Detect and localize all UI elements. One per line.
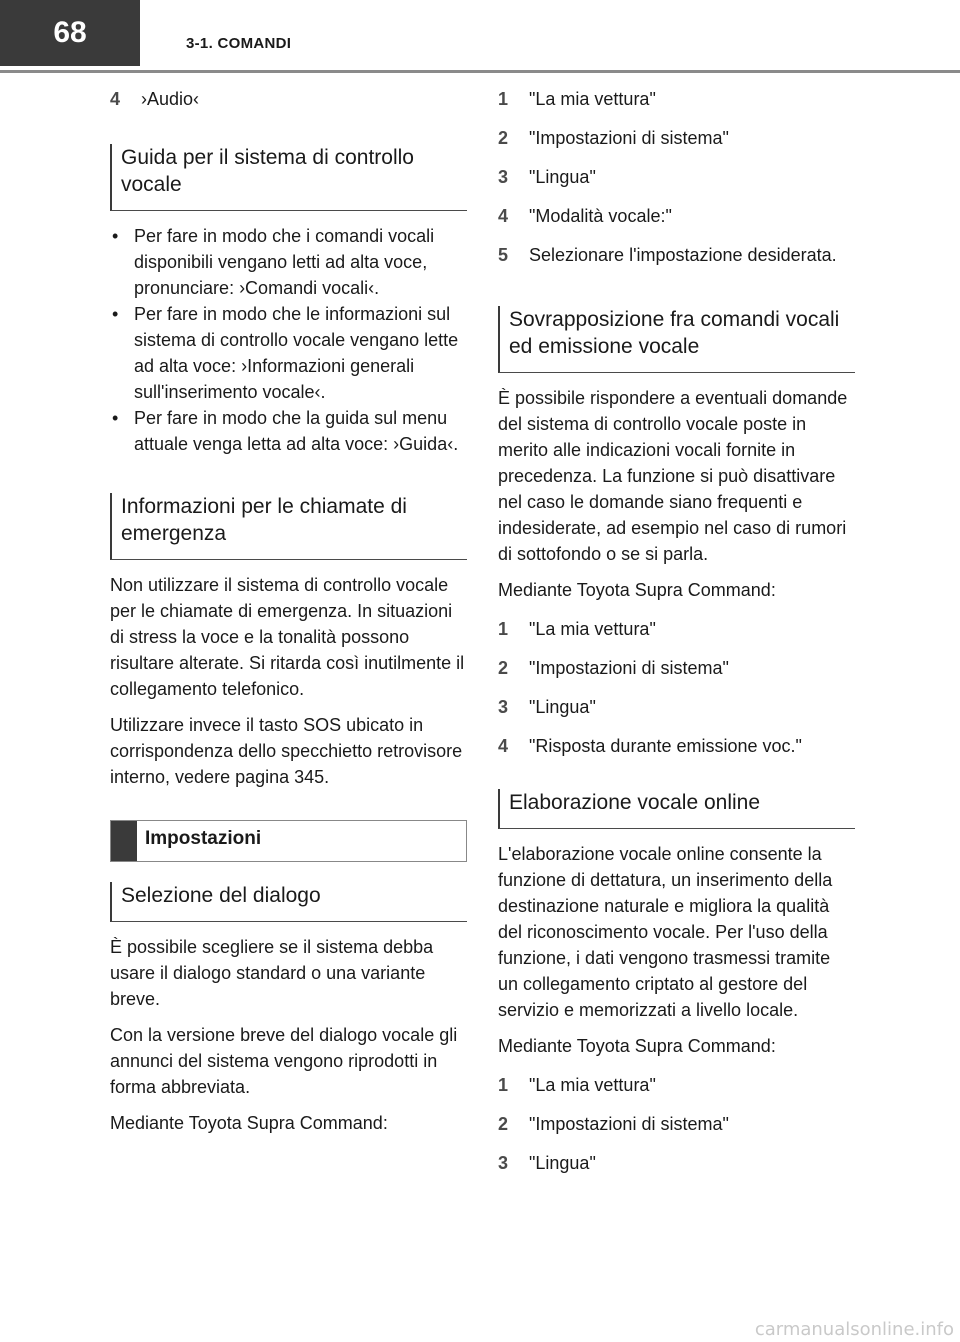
paragraph: L'elaborazione vocale online consente la funzione di dettatura, un inserimento della destinazione naturale e migliora la qualità del riconoscimento vocale. Per l'uso della funzione, i dati vengono trasmessi tramite un collegamento criptato al gestore del servizio e memorizzati a livello locale. xyxy=(498,844,833,1020)
step-number: 4 xyxy=(498,736,509,756)
step-item xyxy=(498,242,855,272)
step-text: "Risposta durante emissione voc." xyxy=(529,736,802,756)
step-number: 1 xyxy=(498,89,509,109)
step-item xyxy=(110,86,467,112)
section-title: 3-1. COMANDI xyxy=(186,35,292,52)
step-item xyxy=(498,1072,855,1098)
step-number: 4 xyxy=(110,89,121,109)
step-item xyxy=(498,733,855,759)
paragraph: Mediante Toyota Supra Command: xyxy=(110,1113,388,1133)
bullet-text: Per fare in modo che le informazioni sul sistema di controllo vocale vengano lette ad alta voce: ›Informazioni generali sull'inserimento vocale‹. xyxy=(134,304,459,402)
step-item xyxy=(498,655,855,681)
paragraph: Mediante Toyota Supra Command: xyxy=(498,1036,776,1056)
step-text: Selezionare l'impostazione desiderata. xyxy=(529,245,837,265)
step-text: "Lingua" xyxy=(529,1153,596,1173)
heading-emergency-info: Informazioni per le chiamate di emergenza xyxy=(110,493,467,560)
step-item xyxy=(498,125,855,151)
bullet-item xyxy=(110,405,467,457)
left-column xyxy=(110,80,467,1146)
step-number: 5 xyxy=(498,245,509,265)
paragraph: Non utilizzare il sistema di controllo vocale per le chiamate di emergenza. In situazioni di stress la voce e la tonalità possono risultare alterate. Si ritarda così inutilmente il collegamento telefonico. xyxy=(110,575,465,699)
bullet-text: Per fare in modo che i comandi vocali disponibili vengano letti ad alta voce, pronunciare: ›Comandi vocali‹. xyxy=(134,226,435,298)
step-text: "Lingua" xyxy=(529,167,596,187)
heading-online-voice: Elaborazione vocale online xyxy=(498,789,855,829)
step-text: "Impostazioni di sistema" xyxy=(529,1114,729,1134)
step-item xyxy=(498,694,855,720)
step-number: 3 xyxy=(498,1153,509,1173)
bullet-item xyxy=(110,301,467,405)
step-number: 3 xyxy=(498,697,509,717)
bullet-item xyxy=(110,223,467,301)
step-number: 1 xyxy=(498,1075,509,1095)
step-text: "La mia vettura" xyxy=(529,619,656,639)
step-item xyxy=(498,86,855,112)
step-item xyxy=(498,1111,855,1137)
step-number: 2 xyxy=(498,128,509,148)
bullet-dot: • xyxy=(112,304,119,324)
heading-settings-label: Impostazioni xyxy=(145,828,262,849)
heading-settings xyxy=(110,820,467,862)
heading-voice-overlap: Sovrapposizione fra comandi vocali ed emissione vocale xyxy=(498,306,855,373)
step-number: 2 xyxy=(498,658,509,678)
step-text: "Lingua" xyxy=(529,697,596,717)
step-text: "Impostazioni di sistema" xyxy=(529,658,729,678)
step-number: 2 xyxy=(498,1114,509,1134)
page-header xyxy=(0,0,960,76)
right-column xyxy=(498,80,855,1176)
step-text: "Modalità vocale:" xyxy=(529,206,672,226)
step-number: 3 xyxy=(498,167,509,187)
step-text: ›Audio‹ xyxy=(141,89,200,109)
heading-dialog-selection: Selezione del dialogo xyxy=(110,882,467,922)
step-number: 4 xyxy=(498,206,509,226)
step-item xyxy=(498,1150,855,1176)
paragraph: È possibile rispondere a eventuali domande del sistema di controllo vocale poste in merito alle indicazioni vocali fornite in precedenza. La funzione si può disattivare nel caso le domande siano frequenti e indesiderate, ad esempio nel caso di rumori di sottofondo o se si parla. xyxy=(498,388,848,564)
heading-bar-block xyxy=(111,821,137,861)
page-number: 68 xyxy=(0,0,140,66)
watermark: carmanualsonline.info xyxy=(754,1319,954,1340)
header-rule xyxy=(0,70,960,73)
paragraph: È possibile scegliere se il sistema debba usare il dialogo standard o una variante breve. xyxy=(110,937,434,1009)
step-item xyxy=(498,203,855,229)
step-text: "La mia vettura" xyxy=(529,1075,656,1095)
paragraph: Utilizzare invece il tasto SOS ubicato in corrispondenza dello specchietto retrovisore interno, vedere pagina 345. xyxy=(110,715,463,787)
step-number: 1 xyxy=(498,619,509,639)
step-item xyxy=(498,616,855,642)
step-text: "La mia vettura" xyxy=(529,89,656,109)
step-text: "Impostazioni di sistema" xyxy=(529,128,729,148)
paragraph: Con la versione breve del dialogo vocale gli annunci del sistema vengono riprodotti in forma abbreviata. xyxy=(110,1025,458,1097)
heading-voice-guide: Guida per il sistema di controllo vocale xyxy=(110,144,467,211)
bullet-dot: • xyxy=(112,408,119,428)
step-item xyxy=(498,164,855,190)
paragraph: Mediante Toyota Supra Command: xyxy=(498,580,776,600)
bullet-text: Per fare in modo che la guida sul menu attuale venga letta ad alta voce: ›Guida‹. xyxy=(134,408,459,454)
bullet-dot: • xyxy=(112,226,119,246)
